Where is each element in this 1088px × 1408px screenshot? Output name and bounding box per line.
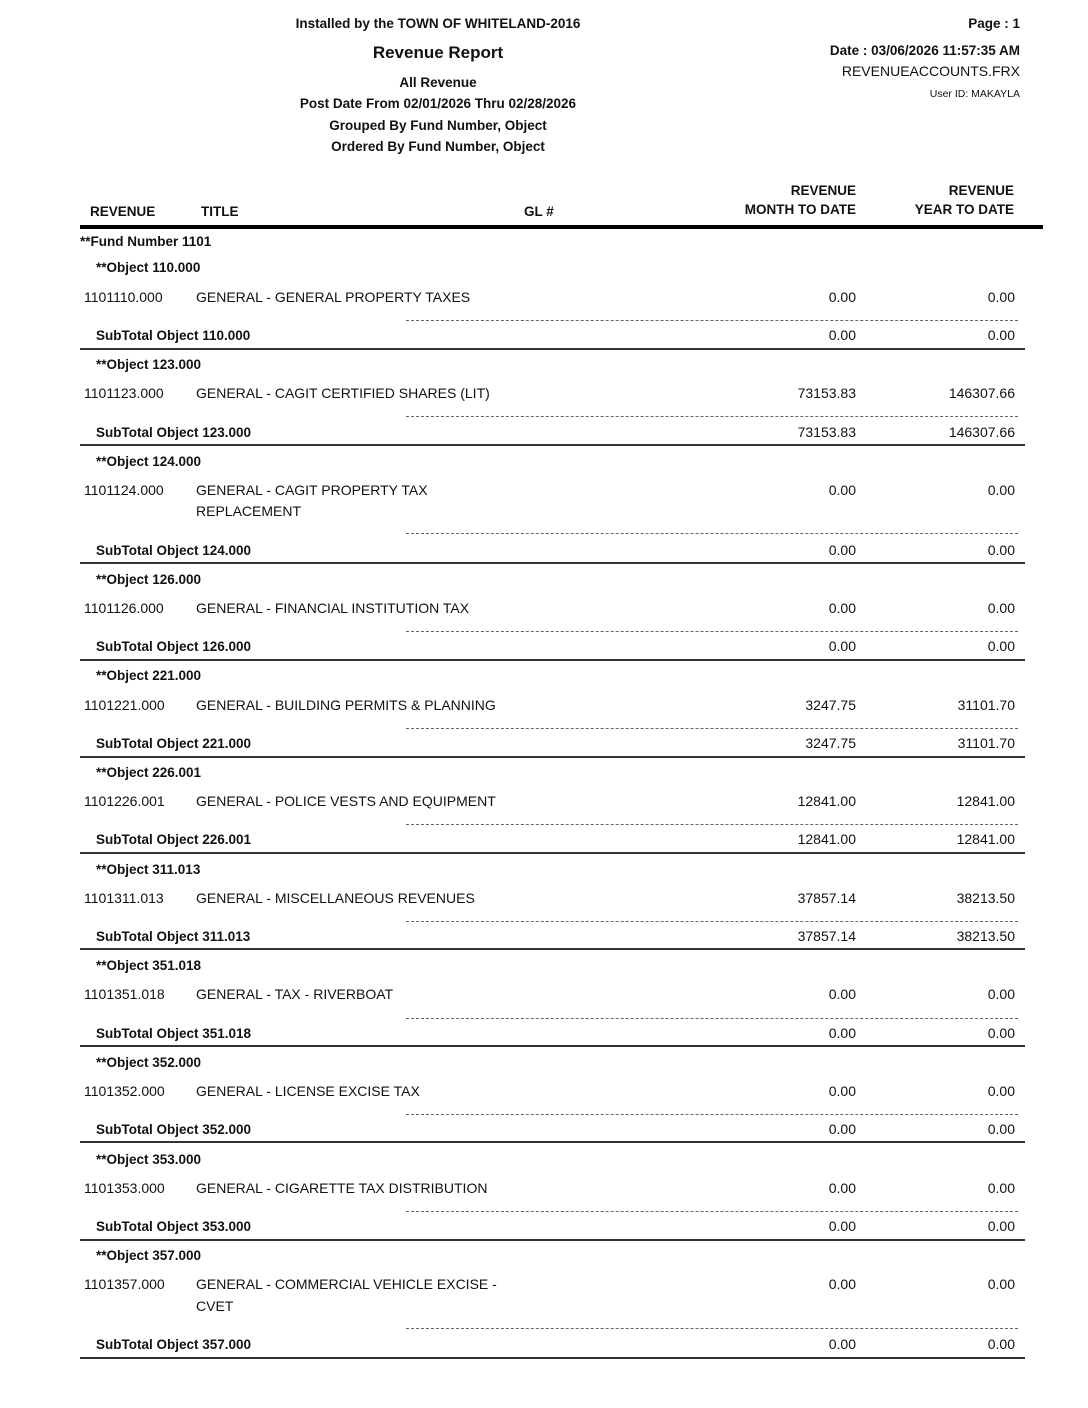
mtd-value: 73153.83 bbox=[797, 385, 856, 401]
report-subtitle: All Revenue bbox=[399, 75, 477, 90]
col-header-title: TITLE bbox=[201, 204, 239, 219]
installed-by-text: Installed by the TOWN OF WHITELAND-2016 bbox=[295, 16, 581, 31]
subtotal-rule bbox=[80, 1141, 1025, 1143]
report-file: REVENUEACCOUNTS.FRX bbox=[841, 63, 1020, 79]
revenue-title-line2: REPLACEMENT bbox=[196, 503, 302, 519]
subtotal-rule bbox=[80, 348, 1025, 350]
report-title: Revenue Report bbox=[372, 43, 504, 62]
revenue-title-line2: CVET bbox=[196, 1298, 234, 1314]
object-header: **Object 352.000 bbox=[96, 1055, 202, 1070]
subtotal-label: SubTotal Object 352.000 bbox=[96, 1122, 252, 1137]
revenue-code: 1101221.000 bbox=[84, 697, 165, 713]
revenue-code: 1101110.000 bbox=[84, 289, 163, 305]
header-rule bbox=[80, 225, 1043, 229]
page-number: Page : 1 bbox=[968, 16, 1020, 31]
subtotal-label: SubTotal Object 353.000 bbox=[96, 1219, 252, 1234]
object-header: **Object 124.000 bbox=[96, 454, 202, 469]
dashed-divider bbox=[406, 824, 1018, 825]
object-header: **Object 221.000 bbox=[96, 668, 202, 683]
ytd-value: 0.00 bbox=[987, 1083, 1015, 1099]
subtotal-label: SubTotal Object 124.000 bbox=[96, 543, 252, 558]
subtotal-mtd: 12841.00 bbox=[797, 831, 856, 847]
subtotal-rule bbox=[80, 852, 1025, 854]
subtotal-ytd: 0.00 bbox=[987, 1121, 1015, 1137]
ytd-value: 0.00 bbox=[987, 1180, 1015, 1196]
subtotal-label: SubTotal Object 126.000 bbox=[96, 639, 252, 654]
subtotal-mtd: 0.00 bbox=[828, 1025, 856, 1041]
subtotal-mtd: 0.00 bbox=[828, 327, 856, 343]
mtd-value: 0.00 bbox=[828, 1083, 856, 1099]
mtd-value: 3247.75 bbox=[805, 697, 856, 713]
ytd-value: 0.00 bbox=[987, 986, 1015, 1002]
revenue-title: GENERAL - CAGIT CERTIFIED SHARES (LIT) bbox=[196, 385, 490, 401]
subtotal-rule bbox=[80, 756, 1025, 758]
col-header-ytd-line2: YEAR TO DATE bbox=[914, 202, 1014, 217]
mtd-value: 0.00 bbox=[828, 986, 856, 1002]
dashed-divider bbox=[406, 921, 1018, 922]
subtotal-rule bbox=[80, 1045, 1025, 1047]
object-header: **Object 357.000 bbox=[96, 1248, 202, 1263]
subtotal-ytd: 0.00 bbox=[987, 638, 1015, 654]
object-header: **Object 226.001 bbox=[96, 765, 202, 780]
revenue-title: GENERAL - FINANCIAL INSTITUTION TAX bbox=[196, 600, 470, 616]
subtotal-mtd: 0.00 bbox=[828, 1336, 856, 1352]
subtotal-mtd: 3247.75 bbox=[805, 735, 856, 751]
dashed-divider bbox=[406, 416, 1018, 417]
col-header-mtd-line1: REVENUE bbox=[790, 183, 856, 198]
mtd-value: 0.00 bbox=[828, 1180, 856, 1196]
subtotal-rule bbox=[80, 444, 1025, 446]
dashed-divider bbox=[406, 631, 1018, 632]
revenue-title: GENERAL - GENERAL PROPERTY TAXES bbox=[196, 289, 471, 305]
object-header: **Object 311.013 bbox=[96, 862, 201, 877]
subtotal-ytd: 12841.00 bbox=[956, 831, 1015, 847]
revenue-code: 1101126.000 bbox=[84, 600, 164, 616]
revenue-code: 1101226.001 bbox=[84, 793, 165, 809]
object-header: **Object 110.000 bbox=[96, 260, 201, 275]
user-id: User ID: MAKAYLA bbox=[929, 88, 1020, 100]
revenue-code: 1101123.000 bbox=[84, 385, 164, 401]
object-header: **Object 351.018 bbox=[96, 958, 202, 973]
ytd-value: 12841.00 bbox=[956, 793, 1015, 809]
ytd-value: 0.00 bbox=[987, 482, 1015, 498]
revenue-title: GENERAL - CIGARETTE TAX DISTRIBUTION bbox=[196, 1180, 488, 1196]
col-header-ytd-line1: REVENUE bbox=[948, 183, 1014, 198]
revenue-code: 1101352.000 bbox=[84, 1083, 165, 1099]
subtotal-ytd: 0.00 bbox=[987, 1218, 1015, 1234]
mtd-value: 0.00 bbox=[828, 289, 856, 305]
subtotal-label: SubTotal Object 110.000 bbox=[96, 328, 251, 343]
mtd-value: 12841.00 bbox=[797, 793, 856, 809]
object-header: **Object 126.000 bbox=[96, 572, 202, 587]
subtotal-mtd: 0.00 bbox=[828, 542, 856, 558]
revenue-title: GENERAL - BUILDING PERMITS & PLANNING bbox=[196, 697, 496, 713]
mtd-value: 0.00 bbox=[828, 482, 856, 498]
dashed-divider bbox=[406, 1114, 1018, 1115]
subtotal-ytd: 0.00 bbox=[987, 542, 1015, 558]
grouped-by: Grouped By Fund Number, Object bbox=[329, 118, 547, 133]
report-date: Date : 03/06/2026 11:57:35 AM bbox=[829, 43, 1020, 58]
subtotal-ytd: 0.00 bbox=[987, 1025, 1015, 1041]
subtotal-rule bbox=[80, 1239, 1025, 1241]
subtotal-rule bbox=[80, 562, 1025, 564]
subtotal-mtd: 37857.14 bbox=[797, 928, 856, 944]
ytd-value: 0.00 bbox=[987, 600, 1015, 616]
subtotal-rule bbox=[80, 948, 1025, 950]
revenue-code: 1101351.018 bbox=[84, 986, 165, 1002]
mtd-value: 0.00 bbox=[828, 1276, 856, 1292]
revenue-code: 1101124.000 bbox=[84, 482, 164, 498]
subtotal-ytd: 0.00 bbox=[987, 1336, 1015, 1352]
ytd-value: 146307.66 bbox=[948, 385, 1015, 401]
subtotal-label: SubTotal Object 357.000 bbox=[96, 1337, 252, 1352]
subtotal-ytd: 38213.50 bbox=[956, 928, 1015, 944]
ytd-value: 0.00 bbox=[987, 1276, 1015, 1292]
revenue-code: 1101357.000 bbox=[84, 1276, 165, 1292]
mtd-value: 37857.14 bbox=[797, 890, 856, 906]
subtotal-label: SubTotal Object 226.001 bbox=[96, 832, 252, 847]
ordered-by: Ordered By Fund Number, Object bbox=[331, 139, 545, 154]
subtotal-label: SubTotal Object 351.018 bbox=[96, 1026, 252, 1041]
dashed-divider bbox=[406, 320, 1018, 321]
subtotal-label: SubTotal Object 311.013 bbox=[96, 929, 251, 944]
dashed-divider bbox=[406, 1211, 1018, 1212]
col-header-revenue: REVENUE bbox=[90, 204, 156, 219]
col-header-gl: GL # bbox=[524, 204, 554, 219]
subtotal-mtd: 0.00 bbox=[828, 1121, 856, 1137]
subtotal-label: SubTotal Object 123.000 bbox=[96, 425, 252, 440]
revenue-title: GENERAL - TAX - RIVERBOAT bbox=[196, 986, 394, 1002]
subtotal-mtd: 0.00 bbox=[828, 638, 856, 654]
subtotal-ytd: 0.00 bbox=[987, 327, 1015, 343]
dashed-divider bbox=[406, 1328, 1018, 1329]
subtotal-ytd: 31101.70 bbox=[957, 735, 1015, 751]
dashed-divider bbox=[406, 728, 1018, 729]
revenue-code: 1101311.013 bbox=[84, 890, 164, 906]
subtotal-label: SubTotal Object 221.000 bbox=[96, 736, 252, 751]
revenue-title: GENERAL - MISCELLANEOUS REVENUES bbox=[196, 890, 475, 906]
subtotal-rule bbox=[80, 659, 1025, 661]
ytd-value: 31101.70 bbox=[957, 697, 1015, 713]
ytd-value: 38213.50 bbox=[956, 890, 1015, 906]
subtotal-ytd: 146307.66 bbox=[948, 424, 1015, 440]
subtotal-rule bbox=[80, 1357, 1025, 1359]
dashed-divider bbox=[406, 1018, 1018, 1019]
revenue-title: GENERAL - LICENSE EXCISE TAX bbox=[196, 1083, 420, 1099]
revenue-code: 1101353.000 bbox=[84, 1180, 165, 1196]
mtd-value: 0.00 bbox=[828, 600, 856, 616]
post-date-range: Post Date From 02/01/2026 Thru 02/28/2026 bbox=[299, 96, 577, 111]
fund-label: **Fund Number 1101 bbox=[80, 234, 212, 249]
ytd-value: 0.00 bbox=[987, 289, 1015, 305]
object-header: **Object 123.000 bbox=[96, 357, 202, 372]
object-header: **Object 353.000 bbox=[96, 1152, 202, 1167]
col-header-mtd-line2: MONTH TO DATE bbox=[744, 202, 856, 217]
dashed-divider bbox=[406, 533, 1018, 534]
revenue-title: GENERAL - COMMERCIAL VEHICLE EXCISE - bbox=[196, 1276, 497, 1292]
revenue-title: GENERAL - POLICE VESTS AND EQUIPMENT bbox=[196, 793, 496, 809]
subtotal-mtd: 0.00 bbox=[828, 1218, 856, 1234]
subtotal-mtd: 73153.83 bbox=[797, 424, 856, 440]
revenue-title: GENERAL - CAGIT PROPERTY TAX bbox=[196, 482, 428, 498]
